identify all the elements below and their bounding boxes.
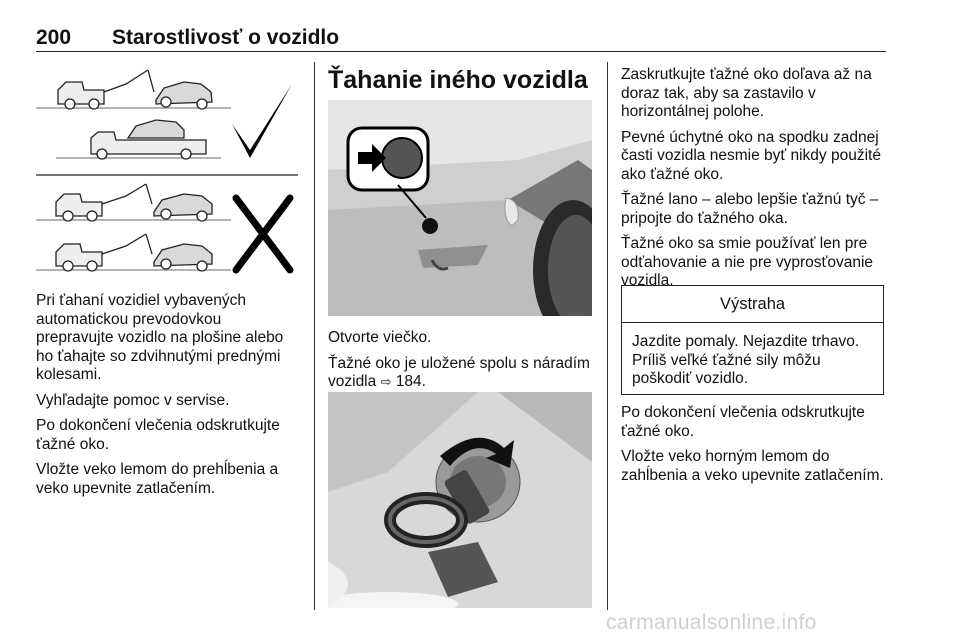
middle-column-text — [328, 329, 594, 399]
tow-truck-rear-wrong-icon — [36, 234, 231, 271]
towing-methods-illustration — [36, 62, 300, 282]
paragraph: Pri ťahaní vozidiel vybavených automatickou prevodovkou prepravujte vozidlo na plošine alebo ho ťahajte so zdvihnutými prednými kolesami. — [36, 292, 284, 383]
flatbed-truck-allowed-icon — [56, 120, 221, 159]
column-divider — [607, 62, 608, 610]
reference-arrow-icon: ⇨ — [380, 374, 392, 389]
rear-bumper-cover-photo — [328, 100, 592, 316]
right-column-text-bottom — [621, 404, 887, 492]
warning-title: Výstraha — [622, 286, 883, 323]
tow-truck-lift-wrong-icon — [36, 184, 231, 221]
cross-icon — [236, 198, 290, 270]
paragraph: Zaskrutkujte ťažné oko doľava až na doraz tak, aby sa zastavilo v horizontálnej polohe. — [621, 66, 872, 120]
paragraph-text: Ťažné oko je uložené spolu s náradím vozidla — [328, 354, 590, 390]
paragraph: Otvorte viečko. — [328, 329, 432, 346]
paragraph: Vložte veko lemom do prehĺbenia a veko upevnite zatlačením. — [36, 461, 279, 497]
page-number: 200 — [36, 26, 72, 49]
right-column-text — [621, 66, 887, 298]
warning-text: Jazdite pomaly. Nejazdite trhavo. Príliš veľké ťažné sily môžu poškodiť vozidlo. — [632, 333, 860, 387]
paragraph: Vyhľadajte pomoc v servise. — [36, 391, 230, 409]
header-rule — [36, 51, 886, 52]
watermark: carmanualsonline.info — [606, 611, 817, 634]
paragraph: Pevné úchytné oko na spodku zadnej časti vozidla nesmie byť nikdy použité ako ťažné oko. — [621, 128, 881, 183]
paragraph: Ťažné lano – alebo lepšie ťažnú tyč – pripojte do ťažného oka. — [621, 191, 879, 227]
paragraph: Po dokončení vlečenia odskrutkujte ťažné oko. — [36, 417, 280, 453]
left-column-text — [36, 292, 298, 505]
checkmark-icon — [232, 84, 292, 158]
chapter-title: Starostlivosť o vozidlo — [112, 26, 340, 49]
section-heading: Ťahanie iného vozidla — [328, 66, 588, 94]
page-reference[interactable]: 184. — [395, 373, 426, 390]
column-divider — [314, 62, 315, 610]
tow-truck-lift-allowed-icon — [36, 70, 231, 109]
towing-eye-installation-photo — [328, 392, 592, 608]
paragraph: Ťažné oko sa smie používať len pre odťahovanie a nie pre vyprosťovanie vozidla. — [621, 235, 874, 289]
page-header — [36, 22, 886, 52]
paragraph: Vložte veko horným lemom do zahĺbenia a veko upevnite zatlačením. — [621, 448, 884, 484]
paragraph: Po dokončení vlečenia odskrutkujte ťažné oko. — [621, 404, 865, 440]
warning-box — [621, 285, 884, 395]
paragraph — [328, 355, 594, 392]
